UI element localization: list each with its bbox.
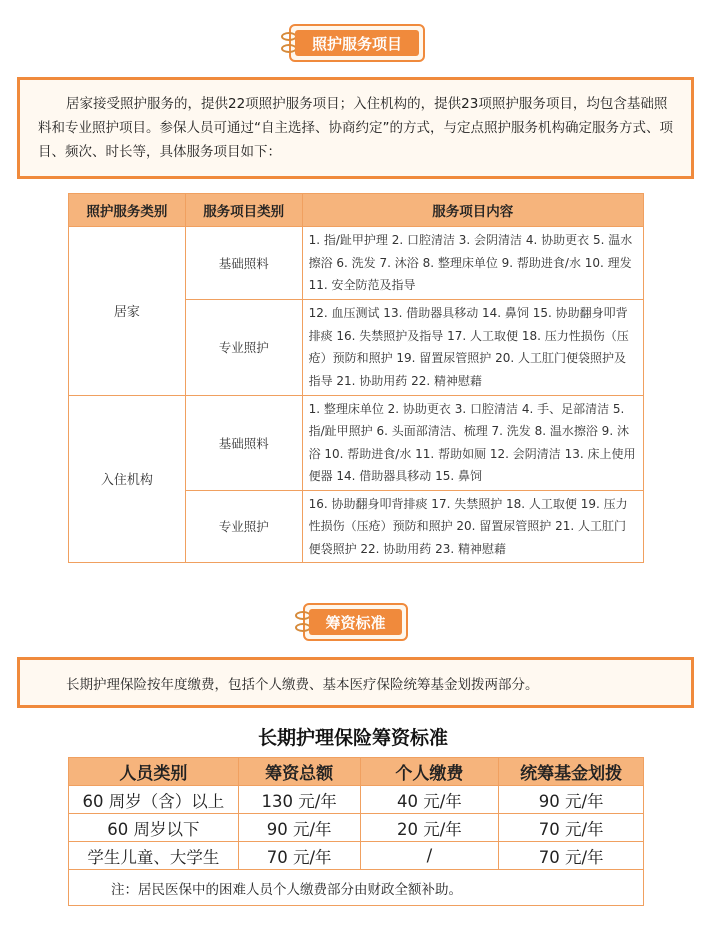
- items-content: 1. 整理床单位 2. 协助更衣 3. 口腔清洁 4. 手、足部清洁 5. 指/趾甲照护 6. 头面部清洁、梳理 7. 洗发 8. 温水擦浴 9. 沐浴 10. 帮助进食/水 11. 帮助如厕 12. 会阴清洁 13. 床上使用便器 14. 借助器具移动 15. 鼻饲: [302, 395, 643, 490]
- cell-personal: 40 元/年: [360, 786, 499, 814]
- cell-personal: 20 元/年: [360, 814, 499, 842]
- table-row: [69, 842, 644, 870]
- cell-personal: /: [360, 842, 499, 870]
- header-care-category: 照护服务类别: [69, 194, 186, 227]
- care-services-intro: 居家接受照护服务的，提供22项照护服务项目；入住机构的，提供23项照护服务项目，均包含基础照料和专业照护项目。参保人员可通过“自主选择、协商约定”的方式，与定点照护服务机构确定服务方式、项目、频次、时长等，具体服务项目如下：: [17, 77, 694, 179]
- section-tag-care-services: [289, 24, 425, 62]
- sub-basic-care: 基础照料: [185, 227, 302, 300]
- cell-total: 90 元/年: [238, 814, 360, 842]
- section-tag-funding: [303, 603, 408, 641]
- funding-table-title: 长期护理保险筹资标准: [257, 727, 448, 749]
- table-row: [69, 227, 644, 300]
- sub-basic-care: 基础照料: [185, 395, 302, 490]
- cell-person-type: 60 周岁以下: [69, 814, 239, 842]
- table-row: [69, 786, 644, 814]
- cell-fund: 70 元/年: [499, 814, 644, 842]
- care-services-table: [68, 193, 644, 563]
- category-institution: 入住机构: [69, 395, 186, 563]
- cell-fund: 90 元/年: [499, 786, 644, 814]
- items-content: 16. 协助翻身叩背排痰 17. 失禁照护 18. 人工取便 19. 压力性损伤（压疮）预防和照护 20. 留置尿管照护 21. 人工肛门便袋照护 22. 协助用药 23. 精神慰藉: [302, 490, 643, 563]
- table-note-row: [69, 870, 644, 906]
- table-header-row: [69, 194, 644, 227]
- funding-intro: 长期护理保险按年度缴费，包括个人缴费、基本医疗保险统筹基金划拨两部分。: [17, 657, 694, 708]
- header-item-category: 服务项目类别: [185, 194, 302, 227]
- funding-note: 注：居民医保中的困难人员个人缴费部分由财政全额补助。: [69, 870, 644, 906]
- items-content: 1. 指/趾甲护理 2. 口腔清洁 3. 会阴清洁 4. 协助更衣 5. 温水擦浴 6. 洗发 7. 沐浴 8. 整理床单位 9. 帮助进食/水 10. 理发 11. 安全防范及指导: [302, 227, 643, 300]
- table-row: [69, 395, 644, 490]
- table-header-row: [69, 758, 644, 786]
- cell-total: 70 元/年: [238, 842, 360, 870]
- header-item-content: 服务项目内容: [302, 194, 643, 227]
- cell-person-type: 学生儿童、大学生: [69, 842, 239, 870]
- cell-total: 130 元/年: [238, 786, 360, 814]
- sub-professional-care: 专业照护: [185, 490, 302, 563]
- section-tag-label: 筹资标准: [309, 609, 402, 635]
- header-personal: 个人缴费: [360, 758, 499, 786]
- header-person-type: 人员类别: [69, 758, 239, 786]
- category-home: 居家: [69, 227, 186, 396]
- sub-professional-care: 专业照护: [185, 299, 302, 395]
- items-content: 12. 血压测试 13. 借助器具移动 14. 鼻饲 15. 协助翻身叩背排痰 16. 失禁照护及指导 17. 人工取便 18. 压力性损伤（压疮）预防和照护 19. 留置尿管照护 20. 人工肛门便袋照护及指导 21. 协助用药 22. 精神慰藉: [302, 299, 643, 395]
- section-tag-label: 照护服务项目: [295, 30, 419, 56]
- header-fund: 统筹基金划拨: [499, 758, 644, 786]
- cell-fund: 70 元/年: [499, 842, 644, 870]
- funding-table: [68, 757, 644, 906]
- table-row: [69, 814, 644, 842]
- header-total: 筹资总额: [238, 758, 360, 786]
- cell-person-type: 60 周岁（含）以上: [69, 786, 239, 814]
